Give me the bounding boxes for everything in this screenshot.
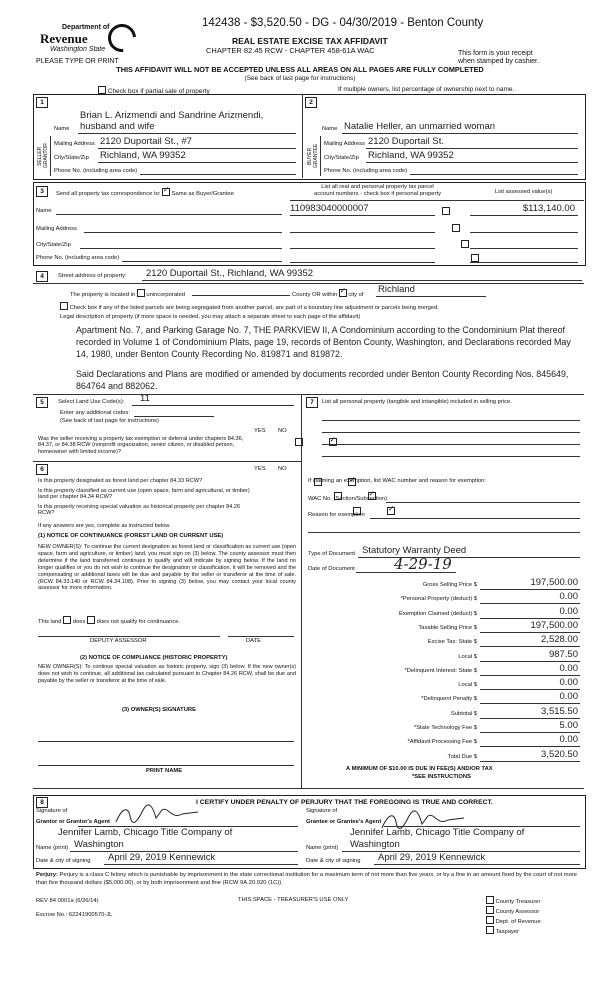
- buyer-city[interactable]: Richland, WA 99352: [368, 150, 454, 161]
- owner-signature-title: (3) OWNER(S) SIGNATURE: [122, 707, 196, 713]
- print-name-label: PRINT NAME: [146, 768, 183, 774]
- parcel-4-personal-checkbox[interactable]: [471, 254, 479, 262]
- seller-city-label: City/State/Zip: [54, 155, 89, 161]
- notice-continuance-title: (1) NOTICE OF CONTINUANCE (FOREST LAND OR CURRENT USE): [38, 533, 224, 539]
- tax-row-label: *Personal Property (deduct) $: [400, 596, 477, 603]
- section-6-number: 6: [36, 464, 48, 475]
- grantee-agent-label: Grantee or Grantee's Agent: [306, 819, 382, 825]
- buyer-mailing[interactable]: 2120 Duportail St.: [368, 136, 445, 147]
- s3-name-label: Name: [36, 208, 52, 214]
- doc-type[interactable]: Statutory Warranty Deed: [362, 545, 467, 556]
- perjury-bold: Perjury:: [36, 872, 58, 878]
- s5-no: NO: [278, 428, 287, 434]
- tax-row-label: Subtotal $: [450, 710, 477, 717]
- grantee-print-label: Name (print): [306, 845, 339, 851]
- grantor-print[interactable]: Washington: [74, 839, 124, 850]
- tax-row-line: [480, 661, 580, 662]
- within-city-checkbox[interactable]: [339, 289, 347, 297]
- buyer-name-label: Name: [322, 126, 338, 132]
- tax-row-value[interactable]: 0.00: [559, 662, 578, 674]
- multiple-owners-note: If multiple owners, list percentage of ownership next to name.: [338, 86, 515, 93]
- parcel-3-personal-checkbox[interactable]: [461, 240, 469, 248]
- section-5-number: 5: [36, 397, 48, 408]
- notice-compliance-title: (2) NOTICE OF COMPLIANCE (HISTORIC PROPERTY): [80, 655, 228, 661]
- personal-property-label: List all personal property (tangible and intangible) included in selling price.: [322, 399, 512, 405]
- notice-compliance-text: NEW OWNER(S): To continue special valuation as historic property, sign (3) below. If the new owner(s) does not wish to continue, all additional tax calculated pursuant to Chapter 84.26 RCW, shall be due and payable by the seller or transferor at the time of sale.: [38, 664, 296, 684]
- tax-row-value[interactable]: 197,500.00: [530, 619, 578, 631]
- s6-yes: YES: [254, 466, 266, 472]
- tax-row-label: *Delinquent Interest: State $: [404, 667, 477, 674]
- partial-sale-checkbox[interactable]: [98, 86, 106, 94]
- county-city-row: [292, 289, 364, 299]
- tax-row-value[interactable]: 0.00: [559, 605, 578, 617]
- tax-row-label: *Delinquent Penalty $: [421, 696, 477, 703]
- location-row: [70, 289, 185, 299]
- copy-county-assessor: County Assessor: [486, 906, 541, 916]
- land-use-code[interactable]: 11: [140, 393, 150, 404]
- tax-row-value[interactable]: 0.00: [559, 591, 578, 603]
- tax-row-line: [480, 589, 580, 590]
- tax-row-line: [480, 618, 580, 619]
- receipt-note-2: when stamped by cashier.: [458, 58, 539, 65]
- tax-row-value[interactable]: 987.50: [548, 648, 578, 660]
- tax-row-line: [480, 703, 580, 704]
- copy-county-assessor-checkbox[interactable]: [486, 906, 494, 914]
- escrow-number: Escrow No.: 62241900570-JL: [36, 912, 113, 918]
- buyer-mailing-label: Mailing Address: [324, 141, 365, 147]
- section-3-number: 3: [36, 186, 48, 197]
- qualify-row: [38, 616, 180, 626]
- q3-no-checkbox[interactable]: [387, 507, 395, 515]
- parcel-2-personal-checkbox[interactable]: [452, 224, 460, 232]
- seller-name-line2[interactable]: husband and wife: [80, 121, 155, 132]
- unincorporated-checkbox[interactable]: [137, 289, 145, 297]
- street-label: Street address of property:: [58, 273, 127, 279]
- tax-row-label: Exemption Claimed (deduct) $: [399, 610, 477, 617]
- tax-row-value[interactable]: 5.00: [559, 720, 578, 731]
- parcel-number[interactable]: 110983040000007: [290, 203, 369, 214]
- tax-row-label: Gross Selling Price $: [422, 582, 477, 588]
- section-2-number: 2: [305, 97, 317, 108]
- county-or-label: County OR within: [292, 292, 338, 298]
- does-not-checkbox[interactable]: [87, 616, 95, 624]
- see-back: (See back of last page for instructions): [244, 75, 356, 82]
- minimum-fee-note: A MINIMUM OF $10.00 IS DUE IN FEE(S) AND/OR TAX: [346, 766, 493, 772]
- notice-banner: THIS AFFIDAVIT WILL NOT BE ACCEPTED UNLESS ALL AREAS ON ALL PAGES ARE FULLY COMPLETED: [116, 65, 484, 74]
- dept-line3: Washington State: [50, 46, 106, 53]
- tax-row-value[interactable]: 0.00: [559, 677, 578, 689]
- rev-number: REV 84 0001a (6/26/14): [36, 898, 99, 904]
- buyer-phone-label: Phone No. (including area code): [324, 168, 408, 174]
- grantee-name[interactable]: Jennifer Lamb, Chicago Title Company of: [350, 827, 525, 838]
- receipt-note-1: This form is your receipt: [458, 50, 533, 57]
- land-use-label: Select Land Use Code(s):: [58, 399, 125, 405]
- section-7-number: 7: [306, 397, 318, 408]
- send-correspondence-label: Send all property tax correspondence to:: [56, 191, 161, 197]
- grantor-print-label: Name (print): [36, 845, 69, 851]
- copy-county-treasurer-checkbox[interactable]: [486, 896, 494, 904]
- tax-row-line: [480, 632, 580, 633]
- grantee-date[interactable]: April 29, 2019 Kennewick: [378, 852, 486, 863]
- seller-name-label: Name: [54, 126, 70, 132]
- s3-city-label: City/State/Zip: [36, 242, 71, 248]
- send-correspondence-row: [56, 188, 234, 198]
- tax-row-value[interactable]: 3,520.50: [541, 748, 578, 760]
- seller-name-line1[interactable]: Brian L. Arizmendi and Sandrine Arizmendi,: [80, 110, 264, 121]
- doc-date-label: Date of Document: [308, 566, 355, 572]
- segregated-row: [60, 302, 439, 312]
- assessed-header: List assessed value(s): [495, 189, 553, 195]
- notice-continuance-text: NEW OWNER(S): To continue the current designation as forest land or classification as current use (open space, farm and agriculture, or timber) land, you must sign on (3) below. The county assessor must then determine if the land transferred continues to qualify and will indicate by signing below. If the land no longer qualifies or you do not wish to continue the designation or classification, it will be removed and the compensating or additional taxes will be due and payable by the seller or transferor at the time of sale. (RCW 84.33.140 or RCW 84.34.108). Prior to signing (3) below, you may contact your local county assessor for more information.: [38, 544, 296, 592]
- legal-desc-p1[interactable]: Apartment No. 7, and Parking Garage No. 7, THE PARKVIEW II, A Condominium according to the Condominium Plat thereof recorded in Volume 1 of Condominium Plats, page 19, records of Benton County, Washington, and Declarations recorded May 14, 1980, under Benton County Recording No. 819871 and 819872.: [76, 325, 571, 359]
- copy-list: [486, 896, 541, 936]
- tax-row-label: Total Due $: [447, 753, 477, 760]
- claiming-exemption-label: If claiming an exemption, list WAC number and reason for exemption:: [308, 478, 486, 484]
- does-checkbox[interactable]: [63, 616, 71, 624]
- same-as-buyer-label: Same as Buyer/Grantee: [171, 191, 234, 197]
- tax-row-line: [480, 761, 580, 762]
- parcel-header-1: List all real and personal property tax parcel: [321, 184, 434, 190]
- deputy-assessor-label: DEPUTY ASSESSOR: [90, 638, 147, 644]
- grantor-name[interactable]: Jennifer Lamb, Chicago Title Company of: [58, 827, 233, 838]
- tax-row-line: [480, 732, 580, 733]
- segregated-checkbox[interactable]: [60, 302, 68, 310]
- wac-label: WAC No. (Section/Subsection): [308, 496, 388, 502]
- see-instructions: *SEE INSTRUCTIONS: [412, 774, 471, 780]
- partial-sale-label: Check box if partial sale of property: [107, 88, 210, 95]
- tax-row-label: Taxable Selling Price $: [418, 624, 477, 631]
- doc-type-label: Type of Document: [308, 551, 356, 557]
- s5-yes-checkbox[interactable]: [295, 438, 303, 446]
- historic-question: Is this property receiving special valuation as historical property per chapter 84.26 RCW?: [38, 504, 241, 517]
- copy-taxpayer: Taxpayer: [486, 926, 541, 936]
- tax-row-label: *Affidavit Processing Fee $: [407, 739, 477, 746]
- perjury-text: Perjury is a class C felony which is punishable by imprisonment in the state correctional institution for a maximum term of not more than five years, or by a fine in an amount fixed by the court of not more than five thousand dollars ($5,000.00), or by both imprisonment and fine (RCW 9A.20.020 (1C)).: [36, 872, 577, 886]
- recording-stamp: 142438 - $3,520.50 - DG - 04/30/2019 - Benton County: [202, 17, 484, 29]
- grantor-agent-label: Grantor or Grantor's Agent: [36, 819, 110, 825]
- copy-dept-revenue-checkbox[interactable]: [486, 916, 494, 924]
- does-label: does: [72, 619, 86, 625]
- this-land-label: This land: [38, 619, 62, 625]
- seller-phone-label: Phone No. (including area code): [54, 168, 138, 174]
- grantor-date-label: Date & city of signing: [36, 858, 91, 864]
- segregated-label: Check box if any of the listed parcels are being segregated from another parcel, are part of a boundary line adjustment or parcels being merged.: [69, 305, 439, 311]
- reason-label: Reason for exemption: [308, 512, 365, 518]
- date-label: DATE: [246, 638, 262, 644]
- legal-desc-p2[interactable]: Said Declarations and Plans are modified or amended by documents recorded under Benton County Recording Nos. 845649, 864764 and 882062.: [76, 369, 569, 391]
- s3-mailing-label: Mailing Address: [36, 226, 77, 232]
- section-1-number: 1: [36, 97, 48, 108]
- tax-row-line: [480, 718, 580, 719]
- copy-county-treasurer: County Treasurer: [486, 896, 541, 906]
- grantee-sig-of: Signature of: [306, 808, 338, 814]
- certify-statement: I CERTIFY UNDER PENALTY OF PERJURY THAT THE FOREGOING IS TRUE AND CORRECT.: [196, 799, 493, 806]
- assessed-value[interactable]: $113,140.00: [522, 203, 575, 214]
- tax-row-value[interactable]: 197,500.00: [530, 577, 578, 588]
- if-yes-note: If any answers are yes, complete as instructed below.: [38, 523, 171, 529]
- tax-row-label: *State Technology Fee $: [413, 725, 477, 731]
- s3-phone-label: Phone No. (including area code): [36, 255, 120, 261]
- tax-row-label: Local $: [458, 653, 477, 660]
- s5-see-back: (See back of last page for instructions): [60, 418, 159, 424]
- perjury-note: [36, 872, 584, 887]
- tax-row-value[interactable]: 3,515.50: [541, 705, 578, 717]
- additional-codes-label: Enter any additional codes:: [60, 410, 130, 416]
- grantee-date-label: Date & city of signing: [306, 858, 361, 864]
- grantor-date[interactable]: April 29, 2019 Kennewick: [108, 852, 216, 863]
- copy-dept-revenue: Dept. of Revenue: [486, 916, 541, 926]
- current-use-question: Is this property classified as current use (open space, farm and agricultural, or timber) land per chapter 84.34 RCW?: [38, 488, 250, 501]
- buyer-side-label: BUYER GRANTEE: [307, 143, 319, 169]
- property-street[interactable]: 2120 Duportail St., Richland, WA 99352: [146, 268, 314, 279]
- tax-row-label: Excise Tax: State $: [427, 639, 477, 646]
- buyer-name[interactable]: Natalie Heller, an unmarried woman: [344, 121, 496, 132]
- s5-yes: YES: [254, 428, 266, 434]
- located-in-label: The property is located in: [70, 292, 136, 298]
- same-as-buyer-checkbox[interactable]: [162, 188, 170, 196]
- grantor-signature-icon: [112, 802, 202, 826]
- tax-row-line: [480, 746, 580, 747]
- please-type: PLEASE TYPE OR PRINT: [36, 58, 119, 65]
- forest-question: Is this property designated as forest land per chapter 84.33 RCW?: [38, 478, 203, 484]
- seller-mailing[interactable]: 2120 Duportail St., #7: [100, 136, 192, 147]
- chapter-ref: CHAPTER 82.45 RCW - CHAPTER 458-61A WAC: [206, 46, 375, 55]
- dept-line2: Revenue: [40, 31, 88, 46]
- buyer-city-label: City/State/Zip: [324, 155, 359, 161]
- tax-row-line: [480, 675, 580, 676]
- tax-row-line: [480, 689, 580, 690]
- parcel-1-personal-checkbox[interactable]: [442, 207, 450, 215]
- doc-date[interactable]: 4-29-19: [394, 555, 452, 573]
- does-not-label: does not qualify for continuance.: [96, 619, 181, 625]
- seller-mailing-label: Mailing Address: [54, 141, 95, 147]
- grantor-sig-of: Signature of: [36, 808, 68, 814]
- exemption-question: Was the seller receiving a property tax exemption or deferral under chapters 84.36, 84.37, or 84.38 RCW (nonprofit organization, senior citizen, or disabled person, homeowner with limited income)?: [38, 436, 244, 455]
- dept-line1: Department of: [62, 24, 110, 31]
- tax-row-label: Local $: [458, 682, 477, 689]
- city-of-label: city of: [348, 292, 364, 298]
- tax-row-line: [480, 603, 580, 604]
- grantee-print[interactable]: Washington: [350, 839, 400, 850]
- copy-taxpayer-checkbox[interactable]: [486, 926, 494, 934]
- s6-no: NO: [278, 466, 287, 472]
- unincorporated-label: unincorporated: [146, 292, 186, 298]
- property-city[interactable]: Richland: [378, 284, 415, 295]
- legal-desc-label: Legal description of property (if more space is needed, you may attach a separate sheet to each page of the affidavit): [60, 314, 361, 320]
- form-title: REAL ESTATE EXCISE TAX AFFIDAVIT: [232, 36, 388, 46]
- tax-row-value[interactable]: 0.00: [559, 734, 578, 746]
- treasurer-space: THIS SPACE - TREASURER'S USE ONLY: [238, 897, 349, 903]
- section-8-number: 8: [36, 797, 48, 808]
- tax-row-value[interactable]: 0.00: [559, 691, 578, 703]
- section-4-number: 4: [36, 271, 48, 282]
- seller-city[interactable]: Richland, WA 99352: [100, 150, 186, 161]
- tax-row-value[interactable]: 2,528.00: [541, 634, 578, 646]
- tax-row-line: [480, 646, 580, 647]
- parcel-header-2: account numbers - check box if personal property: [314, 191, 441, 197]
- seller-side-label: SELLER GRANTOR: [37, 143, 49, 169]
